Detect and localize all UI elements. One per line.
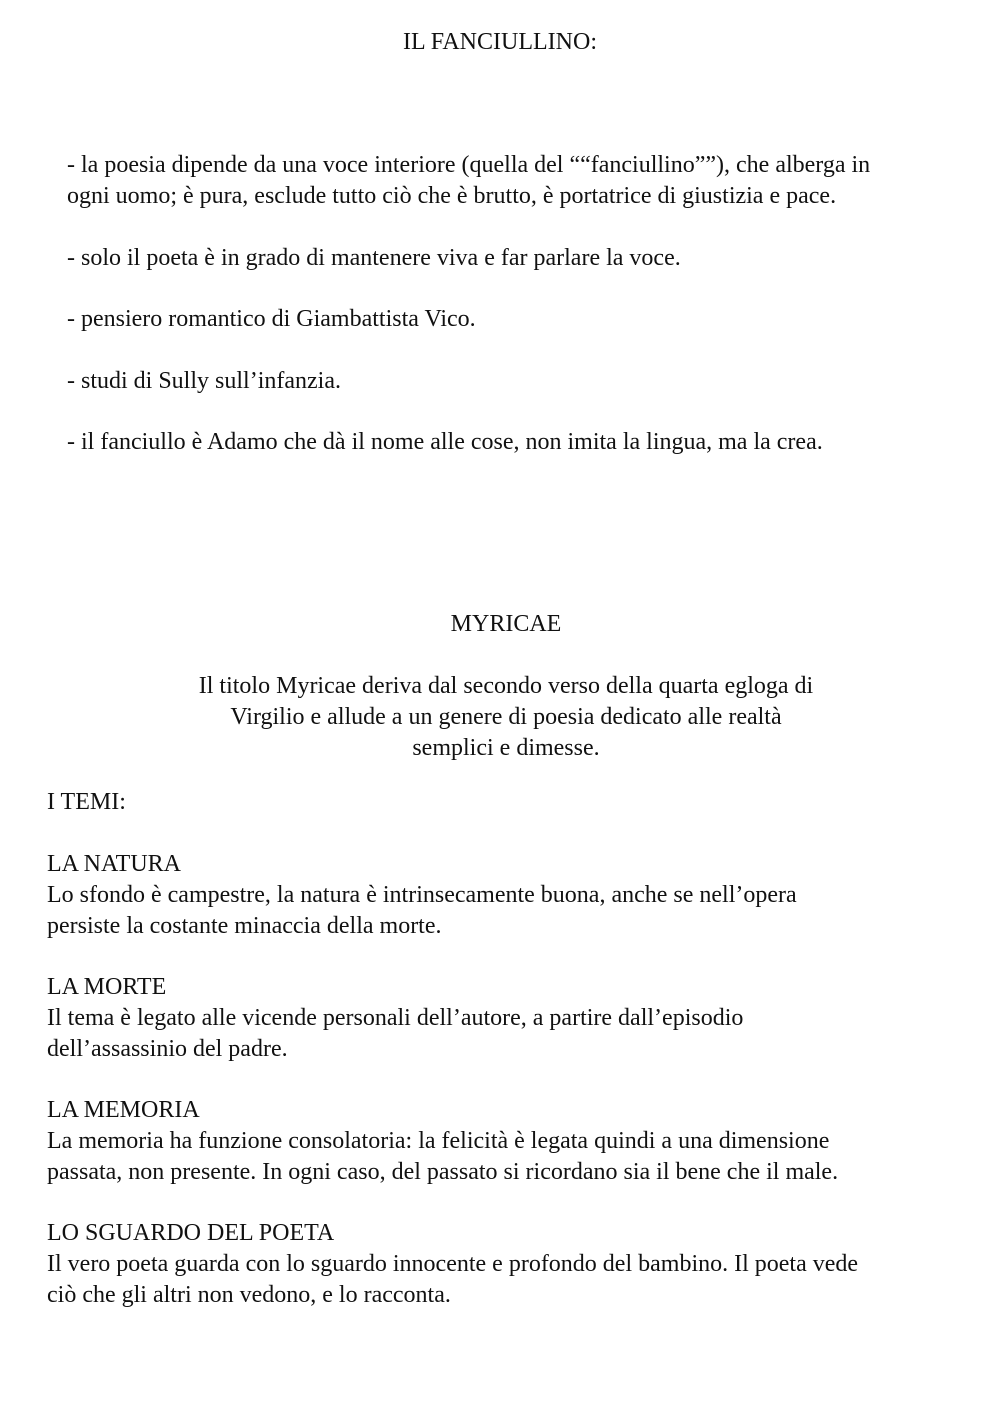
theme-block	[47, 1218, 858, 1311]
section-title-fanciullino: IL FANCIULLINO:	[403, 29, 597, 55]
list-item	[67, 150, 870, 212]
theme-block	[47, 849, 797, 942]
theme-text-line: passata, non presente. In ogni caso, del passato si ricordano sia il bene che il male.	[47, 1159, 839, 1185]
theme-title: LA MEMORIA	[47, 1097, 200, 1123]
intro-line: Il titolo Myricae deriva dal secondo verso della quarta egloga di	[198, 673, 814, 699]
theme-text-line: Il vero poeta guarda con lo sguardo innocente e profondo del bambino. Il poeta vede	[47, 1251, 859, 1277]
theme-title: LO SGUARDO DEL POETA	[47, 1220, 335, 1246]
list-item: - il fanciullo è Adamo che dà il nome alle cose, non imita la lingua, ma la crea.	[67, 429, 823, 455]
theme-text-line: dell’assassinio del padre.	[47, 1036, 288, 1062]
theme-title: LA NATURA	[47, 851, 182, 877]
list-item-line: ogni uomo; è pura, esclude tutto ciò che è brutto, è portatrice di giustizia e pace.	[67, 183, 837, 209]
intro-line: Virgilio e allude a un genere di poesia dedicato alle realtà	[230, 704, 782, 730]
theme-block	[47, 972, 743, 1065]
list-item: - studi di Sully sull’infanzia.	[67, 368, 341, 394]
theme-title: LA MORTE	[47, 974, 167, 1000]
list-item: - solo il poeta è in grado di mantenere viva e far parlare la voce.	[67, 245, 681, 271]
theme-text-line: Il tema è legato alle vicende personali dell’autore, a partire dall’episodio	[47, 1005, 744, 1031]
list-item: - pensiero romantico di Giambattista Vico.	[67, 306, 476, 332]
themes-heading: I TEMI:	[47, 789, 126, 815]
intro-line: semplici e dimesse.	[412, 735, 600, 761]
theme-block	[47, 1095, 838, 1188]
theme-text-line: La memoria ha funzione consolatoria: la felicità è legata quindi a una dimensione	[47, 1128, 830, 1154]
list-item-line: - la poesia dipende da una voce interiore (quella del ““fanciullino””), che alberga in	[67, 152, 871, 178]
section-title-myricae: MYRICAE	[450, 611, 562, 637]
theme-text-line: ciò che gli altri non vedono, e lo racconta.	[47, 1282, 451, 1308]
theme-text-line: persiste la costante minaccia della morte.	[47, 913, 442, 939]
theme-text-line: Lo sfondo è campestre, la natura è intrinsecamente buona, anche se nell’opera	[47, 882, 797, 908]
intro-paragraph	[0, 671, 1000, 764]
